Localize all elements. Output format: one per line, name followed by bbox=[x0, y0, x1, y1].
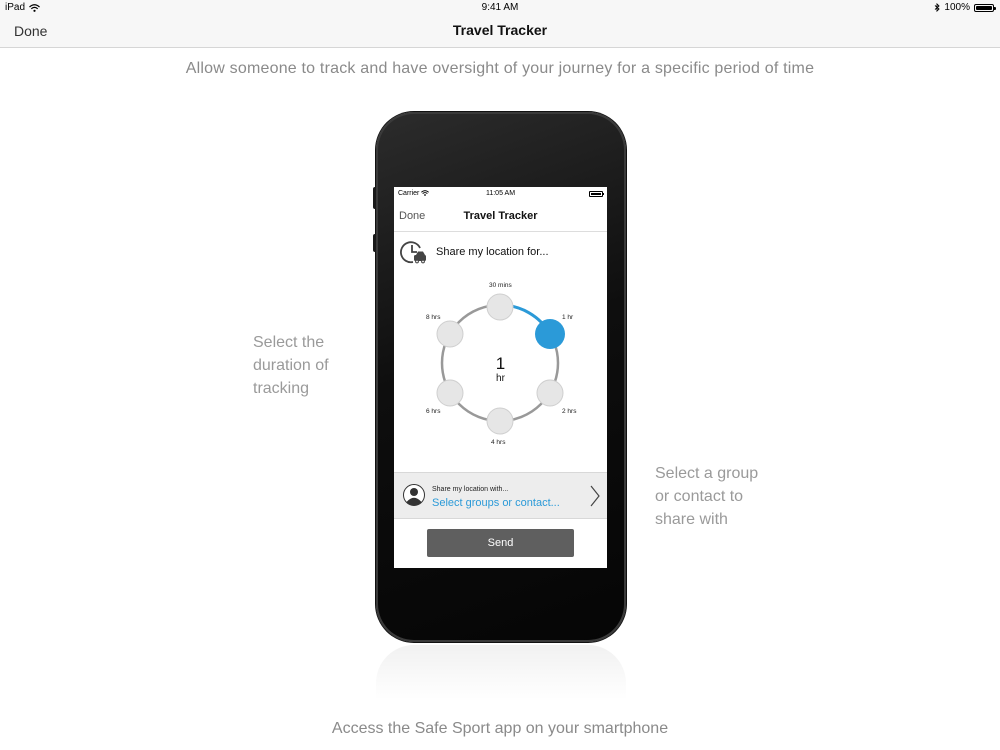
device-label: iPad bbox=[5, 2, 26, 13]
chevron-right-icon bbox=[590, 485, 600, 507]
phone-title: Travel Tracker bbox=[463, 210, 538, 222]
status-bar bbox=[0, 0, 1000, 14]
option-label: 30 mins bbox=[489, 282, 512, 289]
phone-status-bar bbox=[394, 187, 607, 201]
phone-reflection bbox=[376, 645, 626, 700]
contact-row-caption: Share my location with... bbox=[432, 486, 509, 493]
share-duration-label: Share my location for... bbox=[436, 246, 549, 258]
carrier-text: Carrier bbox=[398, 190, 420, 197]
phone-screen bbox=[394, 187, 607, 568]
phone-nav-bar bbox=[394, 201, 607, 232]
dial-value: 1 bbox=[495, 354, 506, 373]
select-contacts-link[interactable]: Select groups or contact... bbox=[432, 497, 560, 509]
option-label: 2 hrs bbox=[562, 408, 577, 415]
callout-duration: Select the duration of tracking bbox=[253, 334, 329, 397]
page-title: Travel Tracker bbox=[452, 22, 548, 38]
send-button[interactable]: Send bbox=[427, 529, 574, 557]
battery-icon bbox=[589, 191, 603, 197]
option-label: 8 hrs bbox=[426, 314, 441, 321]
select-contact-row[interactable] bbox=[394, 472, 607, 519]
battery-icon bbox=[974, 4, 994, 12]
clock-car-icon bbox=[400, 239, 428, 265]
option-30-mins[interactable] bbox=[487, 294, 513, 320]
option-1-hr-selected[interactable] bbox=[535, 319, 565, 349]
callout-share: Select a group or contact to share with bbox=[655, 465, 759, 528]
option-4-hrs[interactable] bbox=[487, 408, 513, 434]
phone-side-button bbox=[373, 187, 376, 209]
option-label: 4 hrs bbox=[491, 439, 506, 446]
option-8-hrs[interactable] bbox=[437, 321, 463, 347]
dial-unit: hr bbox=[496, 373, 505, 384]
done-button[interactable]: Done bbox=[14, 23, 48, 39]
clock: 9:41 AM bbox=[481, 2, 519, 13]
footer-text: Access the Safe Sport app on your smartphone bbox=[331, 720, 669, 737]
duration-dial[interactable] bbox=[394, 275, 607, 455]
person-icon bbox=[403, 484, 425, 506]
option-label: 6 hrs bbox=[426, 408, 441, 415]
phone-clock: 11:05 AM bbox=[485, 190, 516, 197]
battery-percent: 100% bbox=[944, 2, 970, 13]
navigation-bar bbox=[0, 14, 1000, 48]
option-label: 1 hr bbox=[562, 314, 574, 321]
bluetooth-icon bbox=[934, 3, 940, 12]
phone-done-button[interactable]: Done bbox=[399, 210, 426, 222]
phone-side-button bbox=[373, 234, 376, 252]
share-duration-row bbox=[400, 239, 549, 265]
tagline: Allow someone to track and have oversight of your journey for a specific period of time bbox=[185, 60, 815, 77]
